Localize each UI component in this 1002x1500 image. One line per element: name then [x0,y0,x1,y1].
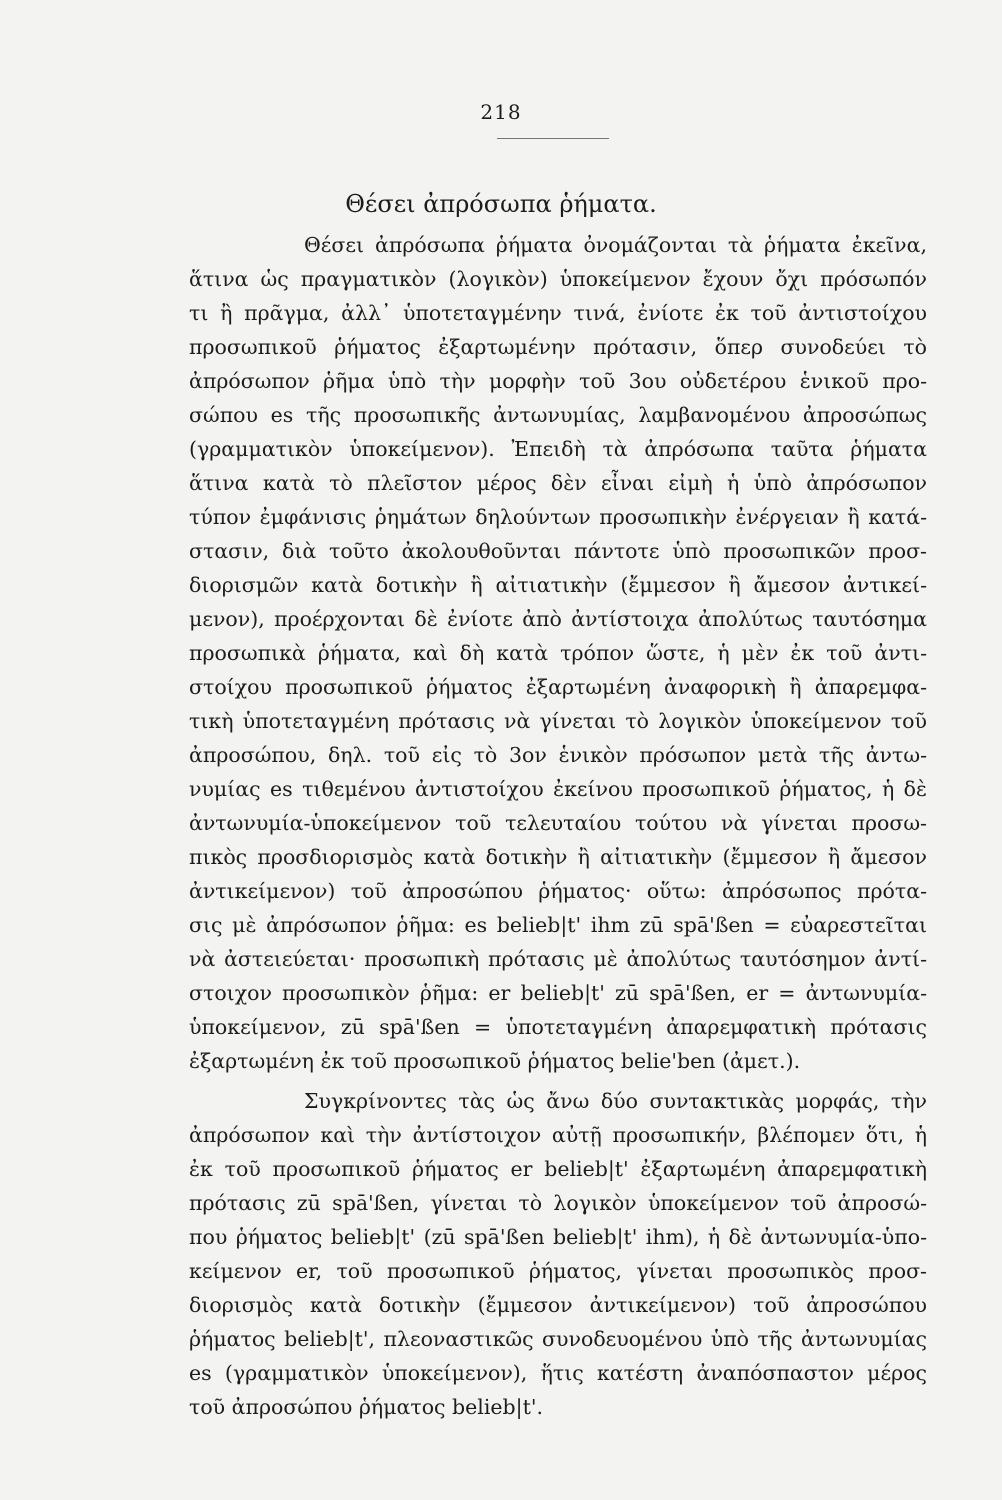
text-line: προσωπικὰ ῥήματα, καὶ δὴ κατὰ τρόπον ὥστε, ἡ μὲν ἐκ τοῦ ἀντι- [189,641,927,665]
text-line: ἅτινα ὡς πραγματικὸν (λογικὸν) ὑποκείμενον ἔχουν ὄχι πρόσωπόν [189,267,927,291]
text-line: σις μὲ ἀπρόσωπον ῥῆμα: es belieb|t' ihm zū spā'ßen = εὐαρεστεῖται [189,913,927,937]
text-line: (γραμματικὸν ὑποκείμενον). Ἐπειδὴ τὰ ἀπρόσωπα ταῦτα ῥήματα [189,437,927,461]
text-line: τικὴ ὑποτεταγμένη πρότασις νὰ γίνεται τὸ λογικὸν ὑποκείμενον τοῦ [189,709,927,733]
text-line: ἀντικείμενον) τοῦ ἀπροσώπου ῥήματος· οὕτω: ἀπρόσωπος πρότα- [189,879,927,903]
section-heading: Θέσει ἀπρόσωπα ῥήματα. [345,190,657,218]
text-line: τοῦ ἀπροσώπου ῥήματος belieb|t'. [189,1395,543,1419]
text-line: τι ἢ πρᾶγμα, ἀλλ᾿ ὑποτεταγμένην τινά, ἐνίοτε ἐκ τοῦ ἀντιστοίχου [189,301,927,325]
paragraph-1 [189,228,927,1078]
text-line: κείμενον er, τοῦ προσωπικοῦ ῥήματος, γίνεται προσωπικὸς προσ- [189,1259,927,1283]
text-line: ἀντωνυμία-ὑποκείμενον τοῦ τελευταίου τούτου νὰ γίνεται προσω- [189,811,927,835]
text-line: διορισμῶν κατὰ δοτικὴν ἢ αἰτιατικὴν (ἔμμεσον ἢ ἄμεσον ἀντικεί- [189,573,927,597]
text-line: ἀπρόσωπον ῥῆμα ὑπὸ τὴν μορφὴν τοῦ 3ου οὐδετέρου ἑνικοῦ προ- [189,369,927,393]
text-line: ὑποκείμενον, zū spā'ßen = ὑποτεταγμένη ἀπαρεμφατικὴ πρότασις [189,1015,927,1039]
text-line: ἐκ τοῦ προσωπικοῦ ῥήματος er belieb|t' ἐξαρτωμένη ἀπαρεμφατικὴ [189,1157,927,1181]
text-line: ἐξαρτωμένη ἐκ τοῦ προσωπικοῦ ῥήματος belie'ben (ἀμετ.). [189,1049,801,1073]
text-line: σώπου es τῆς προσωπικῆς ἀντωνυμίας, λαμβανομένου ἀπροσώπως [189,403,927,427]
text-line: ἀπρόσωπον καὶ τὴν ἀντίστοιχον αὐτῇ προσωπικήν, βλέπομεν ὅτι, ἡ [189,1123,927,1147]
text-line: στοιχον προσωπικὸν ῥῆμα: er belieb|t' zū spā'ßen, er = ἀντωνυμία- [189,981,927,1005]
text-line: διορισμὸς κατὰ δοτικὴν (ἔμμεσον ἀντικείμενον) τοῦ ἀπροσώπου [189,1293,927,1317]
text-line: τύπον ἐμφάνισις ῥημάτων δηλούντων προσωπικὴν ἐνέργειαν ἢ κατά- [189,505,927,529]
text-line: ῥήματος belieb|t', πλεοναστικῶς συνοδευομένου ὑπὸ τῆς ἀντωνυμίας [189,1327,927,1351]
text-line: πρότασις zū spā'ßen, γίνεται τὸ λογικὸν ὑποκείμενον τοῦ ἀπροσώ- [189,1191,927,1215]
text-line: στασιν, διὰ τοῦτο ἀκολουθοῦνται πάντοτε ὑπὸ προσωπικῶν προσ- [189,539,927,563]
text-line: που ῥήματος belieb|t' (zū spā'ßen belieb|t' ihm), ἡ δὲ ἀντωνυμία-ὑπο- [189,1225,927,1249]
text-line: Θέσει ἀπρόσωπα ῥήματα ὀνομάζονται τὰ ῥήματα ἐκεῖνα, [304,233,927,257]
body-text [189,228,927,1424]
page-number: 218 [480,100,522,124]
text-line: νὰ ἀστειεύεται· προσωπικὴ πρότασις μὲ ἀπολύτως ταυτόσημον ἀντί- [189,947,927,971]
text-line: μενον), προέρχονται δὲ ἐνίοτε ἀπὸ ἀντίστοιχα ἀπολύτως ταυτόσημα [189,607,927,631]
text-line: ἅτινα κατὰ τὸ πλεῖστον μέρος δὲν εἶναι εἰμὴ ἡ ὑπὸ ἀπρόσωπον [189,471,927,495]
paragraph-2 [189,1084,927,1424]
text-line: πικὸς προσδιορισμὸς κατὰ δοτικὴν ἢ αἰτιατικὴν (ἔμμεσον ἢ ἄμεσον [189,845,927,869]
text-line: es (γραμματικὸν ὑποκείμενον), ἥτις κατέστη ἀναπόσπαστον μέρος [189,1361,927,1385]
text-line: προσωπικοῦ ῥήματος ἐξαρτωμένην πρότασιν, ὅπερ συνοδεύει τὸ [189,335,927,359]
page-number-rule [497,138,609,139]
text-line: Συγκρίνοντες τὰς ὡς ἄνω δύο συντακτικὰς μορφάς, τὴν [304,1089,927,1113]
text-line: ἀπροσώπου, δηλ. τοῦ εἰς τὸ 3ον ἑνικὸν πρόσωπον μετὰ τῆς ἀντω- [189,743,927,767]
text-line: νυμίας es τιθεμένου ἀντιστοίχου ἐκείνου προσωπικοῦ ῥήματος, ἡ δὲ [189,777,927,801]
text-line: στοίχου προσωπικοῦ ῥήματος ἐξαρτωμένη ἀναφορικὴ ἢ ἀπαρεμφα- [189,675,927,699]
